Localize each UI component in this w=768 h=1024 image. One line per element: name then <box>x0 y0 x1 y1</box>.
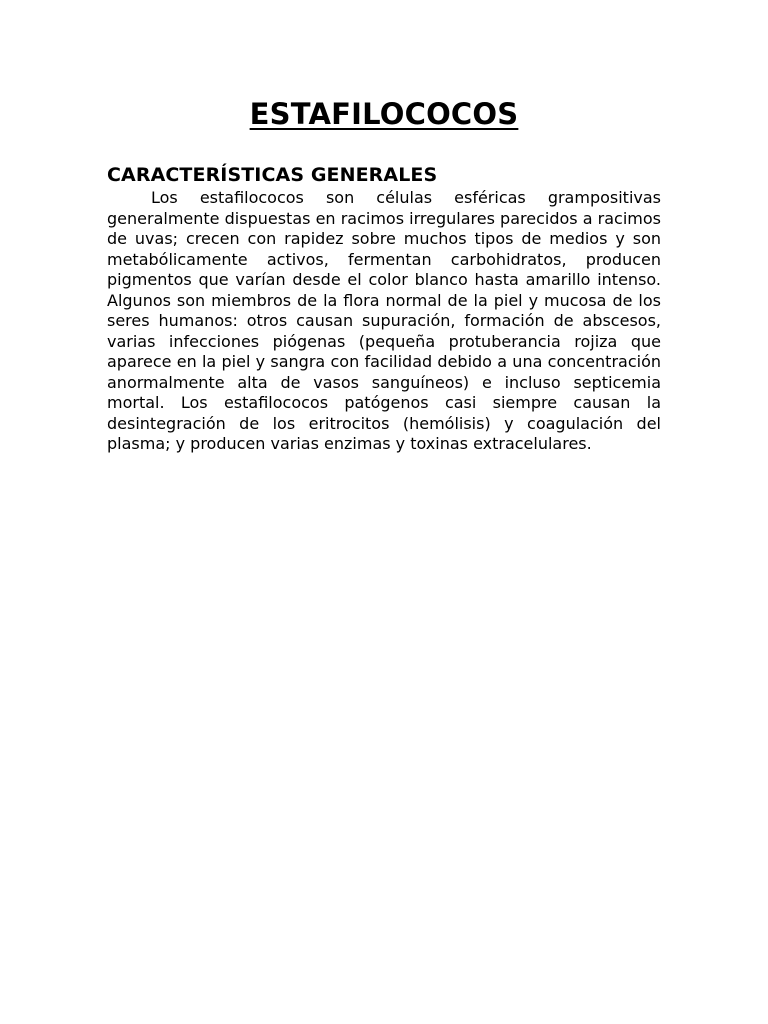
document-title: ESTAFILOCOCOS <box>249 97 519 131</box>
document-page <box>107 96 661 455</box>
section-heading: CARACTERÍSTICAS GENERALES <box>107 164 438 186</box>
body-paragraph: Los estafilococos son células esféricas grampositivas generalmente dispuestas en racimos irregulares parecidos a racimos de uvas; crecen con rapidez sobre muchos tipos de medios y son metabólicamente activos, fermentan carbohidratos, producen pigmentos que varían desde el color blanco hasta amarillo intenso. Algunos son miembros de la flora normal de la piel y mucosa de los seres humanos: otros causan supuración, formación de abscesos, varias infecciones piógenas (pequeña protuberancia rojiza que aparece en la piel y sangra con facilidad debido a una concentración anormalmente alta de vasos sanguíneos) e incluso septicemia mortal. Los estafilococos patógenos casi siempre causan la desintegración de los eritrocitos (hemólisis) y coagulación del plasma; y producen varias enzimas y toxinas extracelulares. <box>107 188 661 453</box>
